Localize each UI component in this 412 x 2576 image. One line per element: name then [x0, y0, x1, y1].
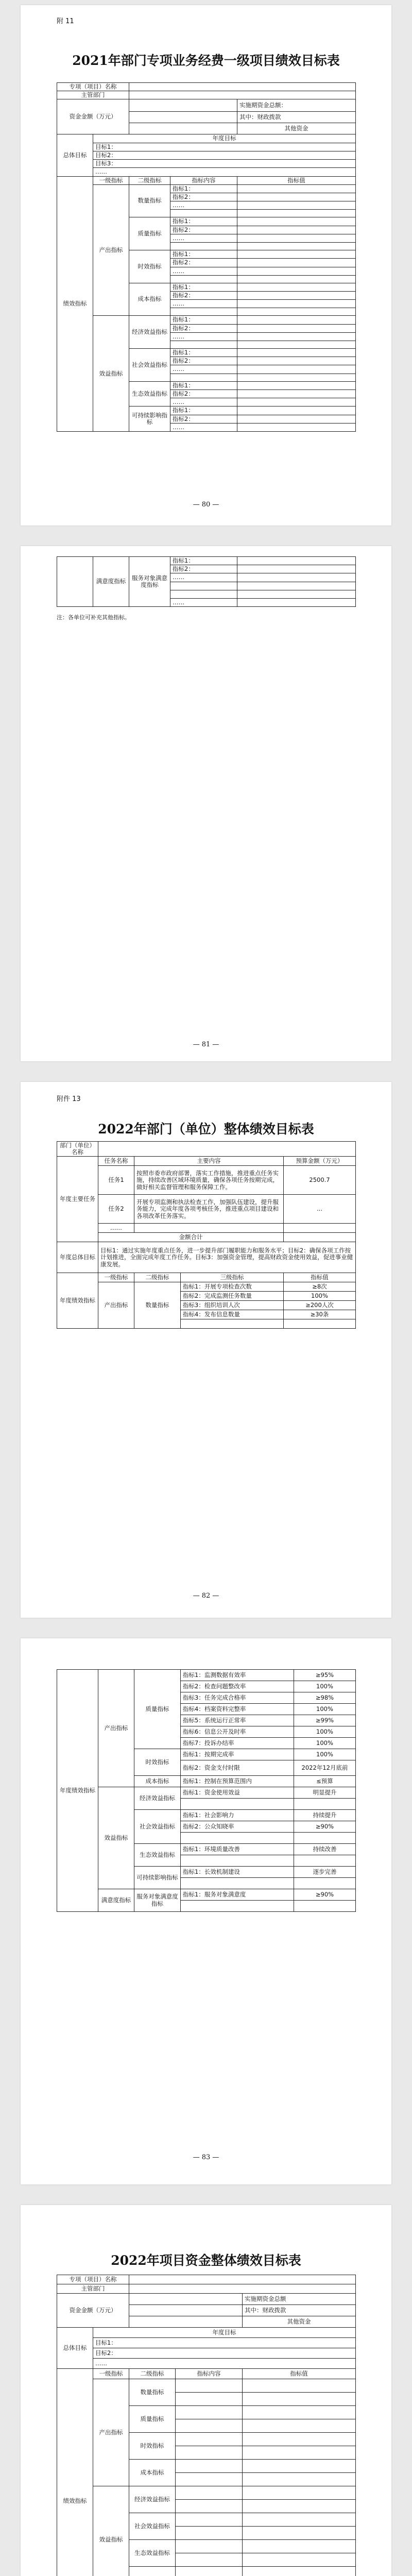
indicator-name: 指标1：控制在预算范围内 — [181, 1776, 294, 1787]
indicator-value: 明显提升 — [294, 1787, 356, 1799]
perf-label: 绩效指标 — [57, 2369, 93, 2576]
page-number: — 81 — — [193, 1041, 219, 1048]
indicator: …… — [170, 267, 237, 275]
fiscal-label: 其中：财政拨款 — [243, 2305, 356, 2316]
cost-label: 成本指标 — [129, 283, 170, 316]
service-label: 服务对象满意度指标 — [134, 1889, 181, 1912]
qual-label: 质量指标 — [129, 2406, 176, 2433]
benefit-label: 效益指标 — [93, 2486, 129, 2576]
page-number: — 80 — — [193, 501, 219, 509]
goal-2: 目标2： — [93, 2348, 356, 2359]
cost-label: 成本指标 — [134, 1776, 181, 1787]
soc-label: 社会效益指标 — [129, 349, 170, 382]
indicator: 指标2： — [170, 357, 237, 365]
indicator-name: 指标1：服务对象满意度 — [181, 1889, 294, 1901]
program-name-label: 专项（项目）名称 — [57, 83, 129, 91]
indicator: 指标1： — [170, 217, 237, 226]
annual-target-label: 年度目标 — [93, 2328, 356, 2338]
indicator: …… — [170, 573, 237, 582]
indicator: 指标2： — [170, 565, 237, 573]
other-label: 其他资金 — [237, 123, 356, 134]
indicator: …… — [170, 398, 237, 406]
time-label: 时效指标 — [129, 250, 170, 283]
indicator-value: 100% — [294, 1726, 356, 1738]
indicator-value: 100% — [284, 1292, 356, 1301]
goal-1: 目标1： — [93, 2338, 356, 2348]
goal-etc: …… — [93, 168, 356, 176]
qual-label: 质量指标 — [129, 217, 170, 250]
indicator-value: 持续提升 — [294, 1810, 356, 1821]
indicator: 指标1： — [170, 283, 237, 291]
indicator-name: 指标4：发布信息数量 — [181, 1310, 284, 1319]
goal-2: 目标2： — [93, 151, 356, 159]
eco-label: 经济效益指标 — [134, 1787, 181, 1810]
env-label: 生态效益指标 — [134, 1844, 181, 1867]
indicator: 指标2： — [170, 193, 237, 201]
amount-row-label: 金额合计 — [98, 1233, 284, 1242]
col-c: 主要内容 — [134, 1157, 284, 1166]
indicator-value: ≥90% — [294, 1821, 356, 1833]
output-label: 产出指标 — [98, 1282, 134, 1329]
qty-label: 数量指标 — [134, 1282, 181, 1329]
indicator: 指标2： — [170, 291, 237, 299]
indicator-value: 100% — [294, 1681, 356, 1692]
indicator: 指标2： — [170, 324, 237, 332]
soc-label: 社会效益指标 — [129, 2513, 176, 2540]
table-note: 注：各单位可补充其他指标。 — [57, 614, 130, 621]
program-name-value[interactable] — [129, 83, 356, 91]
indicator: …… — [170, 300, 237, 308]
indicator-value: ≥98% — [294, 1692, 356, 1704]
fiscal-label: 其中：财政拨款 — [237, 112, 356, 123]
indicator-name: 指标1：社会影响力 — [181, 1810, 294, 1821]
program-name-label: 专项（项目）名称 — [57, 2275, 129, 2284]
indicator: …… — [170, 423, 237, 431]
page-4 — [21, 1638, 391, 2184]
col-a: 年度主要任务 — [57, 1157, 98, 1242]
goal-etc: …… — [93, 2359, 356, 2369]
env-label: 生态效益指标 — [129, 2540, 176, 2567]
indicator-value: 逐步完善 — [294, 1867, 356, 1878]
indicator: 指标2： — [170, 226, 237, 234]
output-label: 产出指标 — [93, 184, 129, 316]
indicator-value: 持续改善 — [294, 1844, 356, 1855]
impl-label: 实施期资金总额： — [237, 99, 356, 112]
indicator-value: ≤预算 — [294, 1776, 356, 1787]
indicator-name: 指标3：任务完成合格率 — [181, 1692, 294, 1704]
perf-cont — [57, 557, 93, 607]
funds-label: 资金金额（万元） — [57, 99, 129, 134]
indicator-name: 指标4：档案资料完整率 — [181, 1704, 294, 1715]
overall-label: 总体目标 — [57, 2328, 93, 2369]
indicator: 指标1： — [170, 316, 237, 324]
indicator-value: ≥8次 — [284, 1282, 356, 1292]
page-title: 2022年项目资金整体绩效目标表 — [111, 2253, 301, 2268]
benefit-label: 效益指标 — [98, 1787, 134, 1889]
form-table-p5 — [57, 2275, 356, 2576]
indicator-value: ≥99% — [294, 1715, 356, 1726]
indicator-value: 2022年12月底前 — [294, 1760, 356, 1776]
service-label: 服务对象满意度指标 — [129, 557, 170, 607]
indicator-value: ≥95% — [294, 1670, 356, 1681]
col-val: 指标值 — [243, 2369, 356, 2379]
soc-label: 社会效益指标 — [134, 1810, 181, 1844]
task-etc: …… — [98, 1224, 134, 1233]
annex-label: 附 11 — [57, 18, 74, 25]
indicator-name: 指标1：按期完成率 — [181, 1749, 294, 1760]
indicator: 指标1： — [170, 406, 237, 415]
program-name-value[interactable] — [129, 2275, 356, 2284]
indicator-name: 指标2：公众知晓率 — [181, 1821, 294, 1833]
form-table-p3 — [57, 1141, 356, 1329]
col-l2: 二级指标 — [129, 2369, 176, 2379]
indicator-value: ≥200人次 — [284, 1301, 356, 1310]
indicator: 指标1： — [170, 557, 237, 565]
indicator: 指标1： — [170, 349, 237, 357]
col-l1: 一级指标 — [93, 176, 129, 184]
dept-label: 部门（单位）名称 — [57, 1142, 98, 1157]
indicator-name: 指标2：完成监测任务数量 — [181, 1292, 284, 1301]
indicator: 指标1： — [170, 184, 237, 193]
sus-label: 可持续影响指标 — [134, 1867, 181, 1889]
indicator-name: 指标1：环境质量改善 — [181, 1844, 294, 1855]
impl-label: 实施期资金总额 — [243, 2294, 356, 2305]
qty-label: 数量指标 — [129, 184, 170, 217]
indicator-value: ≥90% — [294, 1889, 356, 1901]
indicator: 指标2： — [170, 389, 237, 398]
overall-label: 总体目标 — [57, 134, 93, 176]
indicator: 指标2： — [170, 415, 237, 423]
time-label: 时效指标 — [129, 2433, 176, 2460]
col-l3: 指标内容 — [170, 176, 237, 184]
indicator-name: 指标6：信息公开及时率 — [181, 1726, 294, 1738]
goal-3: 目标3： — [93, 160, 356, 168]
dept-label: 主管部门 — [57, 2284, 129, 2294]
eco-label: 经济效益指标 — [129, 2486, 176, 2513]
time-label: 时效指标 — [134, 1749, 181, 1776]
task-content: 按照市委市政府部署，落实工作措施，推进重点任务实施，持续改善区域环境质量，确保各项任务按期完成，做好相关监督管理和服务保障工作。 — [134, 1166, 284, 1195]
sus-label — [129, 2567, 176, 2576]
dept-label: 主管部门 — [57, 91, 129, 99]
col-l2: 二级指标 — [129, 176, 170, 184]
indicator-name: 指标1：长效机制建设 — [181, 1867, 294, 1878]
qty-label: 数量指标 — [129, 2379, 176, 2406]
goal-label: 年度总体目标 — [57, 1242, 98, 1273]
dept-value[interactable] — [129, 91, 356, 99]
annex-label: 附件 13 — [57, 1095, 81, 1103]
indicator-name: 指标5：系统运行正常率 — [181, 1715, 294, 1726]
indicator-value: 100% — [294, 1704, 356, 1715]
satisfaction-label: 满意度指标 — [98, 1889, 134, 1912]
col-val: 指标值 — [237, 176, 356, 184]
form-table-p4 — [57, 1669, 356, 1912]
indicator: …… — [170, 332, 237, 341]
task-name: 任务2 — [98, 1195, 134, 1224]
output-label: 产出指标 — [98, 1670, 134, 1787]
satisfaction-label: 满意度指标 — [93, 557, 129, 607]
col-l3: 指标内容 — [176, 2369, 243, 2379]
task-name: 任务1 — [98, 1166, 134, 1195]
col-val: 指标值 — [284, 1273, 356, 1282]
env-label: 生态效益指标 — [129, 381, 170, 406]
indicator-name: 指标1：资金使用效益 — [181, 1787, 294, 1799]
perf-label: 年度绩效指标 — [57, 1273, 98, 1329]
task-amount: 2500.7 — [284, 1166, 356, 1195]
form-table-p1 — [57, 82, 356, 432]
indicator-name: 指标2：检查问题整改率 — [181, 1681, 294, 1692]
page-number: — 82 — — [193, 1592, 219, 1600]
page-title: 2022年部门（单位）整体绩效目标表 — [98, 1122, 314, 1137]
output-label: 产出指标 — [93, 2379, 129, 2486]
funds-label: 资金金额（万元） — [57, 2294, 129, 2328]
task-content: 开展专项监测和执法检查工作，加强队伍建设，提升服务能力，完成年度各项考核任务，推进重点项目建设和各项改革任务落实。 — [134, 1195, 284, 1224]
benefit-label: 效益指标 — [93, 316, 129, 432]
perf-label: 绩效指标 — [57, 176, 93, 431]
indicator: …… — [170, 234, 237, 242]
qual-label: 质量指标 — [134, 1670, 181, 1749]
page-number: — 83 — — [193, 2154, 219, 2161]
indicator-name: 指标1：监测数据有效率 — [181, 1670, 294, 1681]
indicator: 指标1： — [170, 381, 237, 389]
col-l2: 二级指标 — [134, 1273, 181, 1282]
indicator-value: ≥30条 — [284, 1310, 356, 1319]
page-2 — [21, 546, 391, 1061]
annual-target-label: 年度目标 — [93, 134, 356, 143]
page-title: 2021年部门专项业务经费一级项目绩效目标表 — [72, 53, 340, 68]
indicator: 指标2： — [170, 259, 237, 267]
indicator: …… — [170, 598, 237, 606]
indicator-name: 指标3：组织培训人次 — [181, 1301, 284, 1310]
indicator: 指标1： — [170, 250, 237, 259]
indicator-name: 指标7：投诉办结率 — [181, 1738, 294, 1749]
indicator: …… — [170, 365, 237, 374]
indicator-name: 指标2：资金支付时限 — [181, 1760, 294, 1776]
col-l3: 三级指标 — [181, 1273, 284, 1282]
sus-label: 可持续影响指标 — [129, 406, 170, 432]
page-1 — [21, 5, 391, 526]
goal-1: 目标1： — [93, 143, 356, 151]
indicator-name: 指标1：开展专项检查次数 — [181, 1282, 284, 1292]
page-3 — [21, 1082, 391, 1618]
col-l1: 一级指标 — [98, 1273, 134, 1282]
dept-value[interactable] — [98, 1142, 356, 1157]
form-table-p2 — [57, 556, 356, 607]
eco-label: 经济效益指标 — [129, 316, 170, 349]
dept-value[interactable] — [129, 2284, 356, 2294]
indicator-value: 100% — [294, 1738, 356, 1749]
perf-label: 年度绩效指标 — [57, 1670, 98, 1912]
task-amount: ... — [284, 1195, 356, 1224]
indicator: …… — [170, 201, 237, 210]
indicator-value: 100% — [294, 1749, 356, 1760]
goal-text: 目标1：通过实施年度重点任务，进一步提升部门履职能力和服务水平；目标2：确保各项工作按计划推进，全面完成年度工作任务。目标3：加强资金管理，提高财政资金使用效益，促进事业健康发展。 — [98, 1242, 356, 1273]
other-label: 其他资金 — [243, 2316, 356, 2328]
col-b: 任务名称 — [98, 1157, 134, 1166]
col-l1: 一级指标 — [93, 2369, 129, 2379]
cost-label: 成本指标 — [129, 2460, 176, 2486]
col-d: 预算金额（万元） — [284, 1157, 356, 1166]
page-5 — [21, 2205, 391, 2576]
